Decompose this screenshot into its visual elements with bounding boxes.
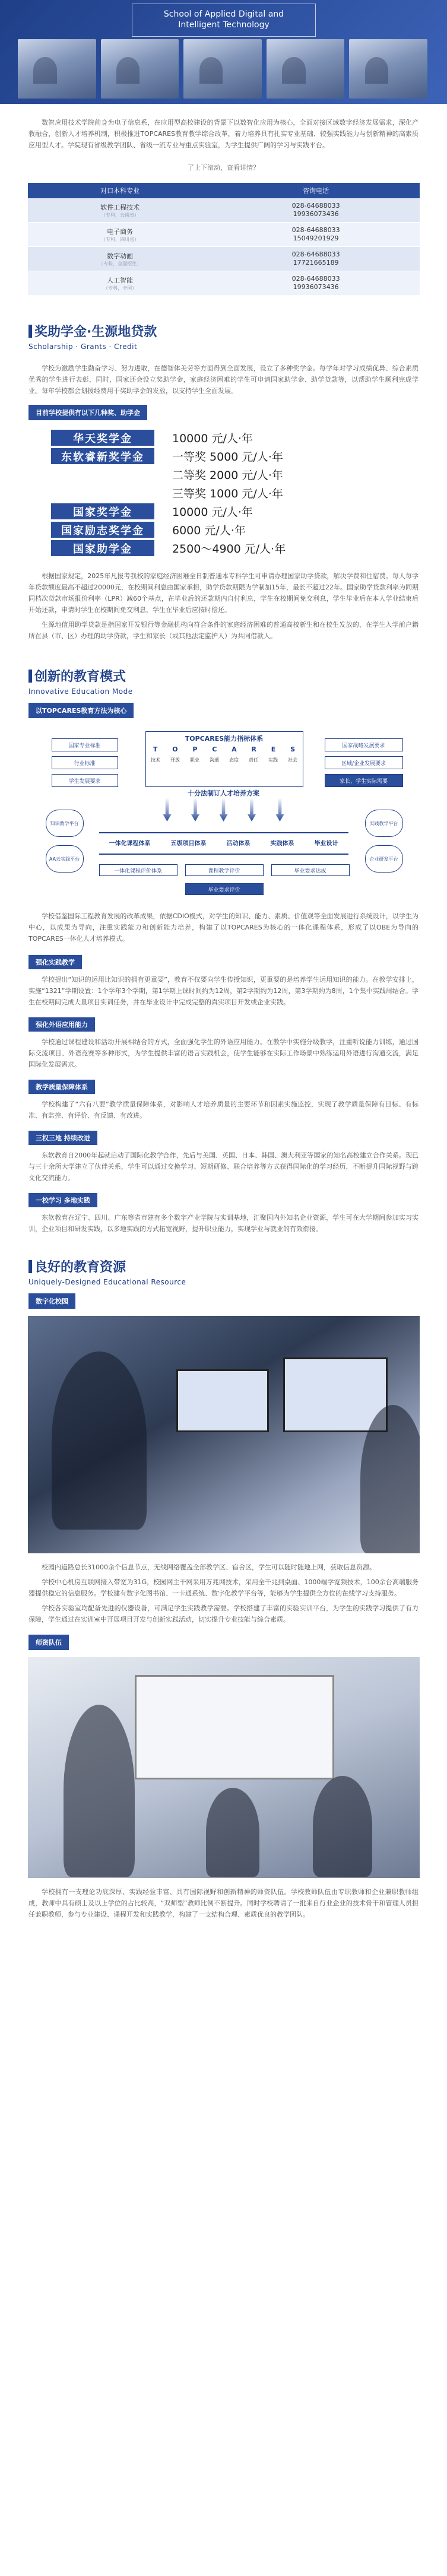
resources-title-text: 良好的教育资源 (34, 1260, 126, 1275)
table-row (28, 247, 420, 271)
left-box: 行业标准 (52, 756, 118, 769)
hero-title-line2: Intelligent Technology (178, 20, 270, 30)
phone-cell (213, 247, 420, 271)
strategy-3 (0, 1131, 447, 1184)
strategy-1 (0, 1017, 447, 1070)
fund-row (51, 465, 447, 484)
strategy-text: 东软教育在辽宁、四川、广东等省市建有多个数字产业学院与实训基地，汇聚国内外知名企业资源，学生可在大学期间参加实习实训，企业项目和研发实践，以多地实践的方式拓宽视野，提升职业能力，实现学业与就业的有效衔接。 (28, 1214, 419, 1233)
feedback-box: 一体化课程评价体系 (99, 864, 177, 876)
campus-text-1: 校园内道路总长31000余个信息节点，无线网络覆盖全部教学区、宿舍区，学生可以随时随地上网，获取信息资源。 (42, 1563, 376, 1571)
model-intro (0, 911, 447, 944)
fund-amount: 三等奖 1000 元/人·年 (172, 487, 283, 500)
table-row (28, 198, 420, 223)
hero-photos (18, 39, 427, 99)
faculty-text (0, 1886, 447, 1920)
fund-row (51, 429, 447, 447)
wing-box: 实践教学平台 (365, 810, 403, 837)
aid-tag: 目前学校提供有以下几种奖、助学金 (28, 405, 147, 420)
table-row (28, 271, 420, 296)
person-shape (360, 1405, 420, 1553)
major-note: （专科，云南省） (101, 212, 140, 218)
scroll-hint: 了上下滚动，查看详情？ (188, 164, 259, 172)
major-cell (28, 271, 213, 296)
model-title (28, 667, 447, 685)
campus-text (0, 1562, 447, 1625)
model-title-en: Innovative Education Mode (28, 687, 133, 696)
major-cell (28, 247, 213, 271)
table-row (28, 223, 420, 247)
aid-intro (0, 363, 447, 396)
header-phone: 咨询电话 (213, 183, 420, 198)
fund-name: 国家励志奖学金 (51, 522, 154, 538)
left-box: 学生发展要求 (52, 774, 118, 787)
system-item: 实践体系 (270, 840, 294, 847)
major-note: （专科，全国招生） (99, 261, 142, 267)
majors-table (28, 183, 420, 296)
capability-letters (146, 745, 303, 753)
cap-word: 实践 (268, 757, 278, 763)
cap-word: 态度 (229, 757, 239, 763)
cap-letter: A (232, 745, 237, 753)
phone-link[interactable]: 19936073436 (293, 210, 339, 218)
person-shape (52, 1352, 147, 1530)
plan-label: 十分法制订人才培养方案 (188, 789, 259, 797)
cap-letter: T (153, 745, 158, 753)
aid-tag-wrap (0, 405, 447, 420)
system-item: 活动体系 (226, 840, 251, 847)
strategy-tag: 教学质量保障体系 (28, 1080, 95, 1094)
campus-tag: 数字化校园 (28, 1293, 75, 1309)
cap-word: 开放 (170, 757, 180, 763)
arrow-row (163, 798, 284, 821)
title-bar-icon (28, 325, 32, 338)
campus-text-3: 学校各实验室均配备先进的仪器设备，可满足学生实践教学需要。学校搭建了丰富的实验实训平台，为学生的实践学习提供了有力保障，学生通过在实训室中开展项目开发与创新实践活动，切实提升专业技能与综合素质。 (28, 1604, 419, 1623)
aid-section-head (0, 322, 447, 351)
major-name: 人工智能 (107, 276, 134, 284)
phone-cell (213, 271, 420, 296)
fund-amount: 10000 元/人·年 (172, 432, 253, 445)
fund-row (51, 521, 447, 539)
phone-cell (213, 223, 420, 247)
major-note: （专科，四川省） (101, 236, 140, 242)
header-major: 对口本科专业 (28, 183, 213, 198)
cap-word: 沟通 (210, 757, 219, 763)
faculty-text-1: 学校拥有一支理论功底深厚、实践经验丰富、具有国际视野和创新精神的师资队伍。学校教师队伍由专职教师和企业兼职教师组成，教师中具有硕士及以上学位的占比较高，“双师型”教师比例不断提升。同时学校聘请了一批来自行业企业的技术骨干和管理人员担任兼职教师，参与专业建设、课程开发和实践教学，构建了一支结构合理、素质优良的教学团队。 (28, 1888, 419, 1918)
hero-title-line1: School of Applied Digital and (163, 9, 284, 19)
model-section-head (0, 667, 447, 696)
major-name: 数字动画 (107, 252, 134, 260)
wing-box: AA云实践平台 (46, 845, 84, 873)
resources-title-en: Uniquely-Designed Educational Resource (28, 1278, 186, 1286)
phone-link[interactable]: 19936073436 (293, 283, 339, 291)
fund-row (51, 447, 447, 465)
faculty-tag: 师资队伍 (28, 1635, 69, 1650)
campus-tag-wrap (0, 1293, 447, 1309)
fund-amount: 一等奖 5000 元/人·年 (172, 451, 283, 464)
strategy-2 (0, 1080, 447, 1121)
campus-text-2: 学校中心机房互联网接入带宽为31G，校园网主干网采用万兆网技术，采用全千兆到桌面、1000端学宽频技术，100余台高端服务器提供稳定的信息服务。学校建有数字化图书馆、一卡通系统、数字化教学平台等，能够为学生提供全方位的在线学习支持服务。 (28, 1578, 419, 1597)
fund-name: 华天奖学金 (51, 430, 154, 446)
system-band (99, 832, 348, 855)
table-header-row (28, 183, 420, 198)
system-item: 一体化课程体系 (109, 840, 151, 847)
hero-banner (0, 0, 447, 104)
fund-row (51, 484, 447, 502)
fund-name: 东软睿新奖学金 (51, 448, 154, 464)
hero-photo (101, 39, 179, 99)
person-shape (206, 1788, 259, 1877)
title-bar-icon (28, 670, 32, 683)
phone-link[interactable]: 15049201929 (293, 234, 339, 242)
major-name: 软件工程技术 (100, 203, 140, 211)
cap-letter: C (212, 745, 217, 753)
strategy-4 (0, 1193, 447, 1235)
system-item: 五级项目体系 (170, 840, 207, 847)
cap-word: 技术 (151, 757, 160, 763)
fund-amount: 二等奖 2000 元/人·年 (172, 469, 283, 482)
major-cell (28, 198, 213, 223)
capability-words (146, 757, 303, 763)
feedback-box: 课程教学评价 (185, 864, 264, 876)
model-tag-wrap (0, 703, 447, 718)
aid-title (28, 322, 447, 340)
cap-word: 职业 (190, 757, 199, 763)
fund-amount: 10000 元/人·年 (172, 506, 253, 519)
wing-box: 企业研发平台 (365, 845, 403, 873)
intro (0, 104, 447, 151)
hero-photo (267, 39, 345, 99)
loan-paragraph-1: 根据国家规定，2025年凡报考我校的家庭经济困难全日制普通本专科学生可申请办理国家助学贷款，解决学费和住宿费。每人每学年贷款额度最高不超过20000元，在校期间利息由国家承担，助学贷款期限为学制加15年，最长不超过22年。国家助学贷款利率为同期同档次贷款市场报价利率（LPR）减60个基点，在毕业后的还款期内自付利息，学生在校期间免交利息，学生毕业后在本人学业结束后开始还款，申请时学生在校期间免交利息，学生在毕业后应按时偿还。 (28, 572, 419, 614)
fund-amount: 6000 元/人·年 (172, 524, 246, 537)
strategy-tag: 三权三地 持续改进 (28, 1131, 97, 1145)
resources-section-head (0, 1257, 447, 1286)
strategy-text: 学校通过课程建设和活动开展相结合的方式，全面强化学生的外语应用能力。在教学中实施分级教学，注重听说能力训练，通过国际交流项目、外语竞赛等多种形式，为学生提供丰富的语言实践机会，使学生能够在实际工作场景中熟练运用外语进行沟通交流，满足国际化发展需求。 (28, 1038, 419, 1068)
strategy-tag: 一校学习 多地实践 (28, 1193, 97, 1207)
person-shape (313, 1776, 372, 1877)
resources-title (28, 1257, 447, 1276)
major-name: 电子商务 (107, 227, 134, 236)
aid-title-en: Scholarship · Grants · Credit (28, 342, 138, 351)
cap-letter: S (290, 745, 296, 753)
strategy-0 (0, 955, 447, 1008)
capability-box (145, 731, 303, 787)
major-cell (28, 223, 213, 247)
topcares-diagram (28, 727, 420, 905)
faculty-tag-wrap (0, 1635, 447, 1650)
right-box: 国家战略发展要求 (325, 738, 403, 751)
arrow-down-icon (248, 798, 256, 821)
major-note: （专科，全国） (103, 285, 137, 291)
arrow-down-icon (276, 798, 284, 821)
arrow-down-icon (220, 798, 228, 821)
feedback-box: 毕业要求评价 (185, 883, 264, 895)
strategy-text: 学校提出“知识的运用比知识的拥有更重要”，教育不仅要向学生传授知识，更重要的是培养学生运用知识的能力。在教学安排上，实施“1321”学期设置：1个学年3个学期，第1学期上课时间约为12周，第2学期约为12周，第3学期约为8周，1个集中实践周结合。学生在校期间完成大量项目实训任务，并在毕业设计中完成完整的真实项目开发或企业实践。 (28, 976, 419, 1006)
fund-name (51, 485, 154, 501)
cap-letter: E (271, 745, 276, 753)
fund-name (51, 467, 154, 483)
loan-paragraph-2: 生源地信用助学贷款是指国家开发银行等金融机构向符合条件的家庭经济困难的普通高校新生和在校生发放的、在学生入学前户籍所在县（市、区）办理的助学贷款，学生和家长（或其他法定监护人）为共同借款人。 (28, 621, 419, 640)
hero-photo (18, 39, 96, 99)
capability-title: TOPCARES能力指标体系 (185, 735, 264, 743)
fund-amount: 2500～4900 元/人·年 (172, 543, 286, 556)
arrow-down-icon (163, 798, 172, 821)
fund-row (51, 539, 447, 557)
cap-word: 社会 (288, 757, 297, 763)
strategy-text: 学校构建了“六有八要”教学质量保障体系，对影响人才培养质量的主要环节和因素实施监控，实现了教学质量保障有目标、有标准、有监控、有评价、有反馈、有改进。 (28, 1100, 419, 1119)
hero-photo (349, 39, 427, 99)
model-tag: 以TOPCARES教育方法为核心 (28, 703, 134, 718)
fund-row (51, 502, 447, 521)
aid-intro-text: 学校为激励学生勤奋学习、努力进取，在德智体美劳等方面得到全面发展，设立了多种奖学金。每学年对学习成绩优异、综合素质优秀的学生进行表彰，同时，国家还会设立奖助学金，家庭经济困难的学生可申请国家助学金、助学贷款等，以帮助学生顺利完成学业。每年学校都会划拨经费用于奖助学金的发放，以支持学生全面发展。 (28, 364, 419, 395)
hero-title-box (132, 4, 316, 37)
fund-name: 国家奖学金 (51, 503, 154, 519)
monitor-shape (176, 1369, 269, 1432)
strategy-tag: 强化实践教学 (28, 955, 82, 969)
aid-title-text: 奖助学金·生源地贷款 (34, 325, 157, 340)
phone-link[interactable]: 028-64688033 (291, 226, 340, 234)
right-box: 区域/企业发展要求 (325, 756, 403, 769)
monitor-shape (283, 1357, 388, 1432)
strategy-text: 东软教育自2000年起就启动了国际化教学合作，先后与美国、英国、日本、韩国、澳大利亚等国家的知名高校建立合作关系。现已与三十余所大学建立了伙伴关系，学生可以通过交换学习、短期研修、联合培养等方式获得国际化的学习经历，不断提升国际视野与跨文化交流能力。 (28, 1151, 419, 1182)
model-intro-text: 学校借鉴国际工程教育发展的改革成果，依据CDIO模式，对学生的知识、能力、素质、价值观等全面发展进行系统设计，以学生为中心，以成果为导向，注重实践能力和创新能力培养，构建了以TOPCARES为核心的一体化课程体系，形成了以OBE为导向的TOPCARES一体化人才培养模式。 (28, 912, 419, 943)
whiteboard-shape (135, 1675, 334, 1779)
cap-letter: O (172, 745, 178, 753)
phone-cell (213, 198, 420, 223)
phone-link[interactable]: 028-64688033 (291, 202, 340, 210)
feedback-box: 毕业要求达成 (271, 864, 350, 876)
intro-paragraph: 数智应用技术学院前身为电子信息系，在应用型高校建设的背景下以数智化应用为核心，全面对接区域数字经济发展需求，深化产教融合，创新人才培养机制，积极推进TOPCARES教育教学综合改革，着力培养具有扎实专业基础、较强实践能力与创新精神的高素质应用型人才。学院现有省级教学团队、省级一流专业与重点实验室，为学生提供广阔的学习与实践平台。 (28, 119, 419, 149)
fund-name: 国家助学金 (51, 540, 154, 556)
model-title-text: 创新的教育模式 (34, 670, 126, 684)
left-box: 国家专业标准 (52, 738, 118, 751)
title-bar-icon (28, 1260, 32, 1273)
strategy-tag: 强化外语应用能力 (28, 1017, 95, 1032)
hero-photo (183, 39, 262, 99)
right-box: 家长、学生实际需要 (325, 774, 403, 787)
phone-link[interactable]: 028-64688033 (291, 275, 340, 283)
arrow-down-icon (191, 798, 199, 821)
person-shape (64, 1705, 135, 1877)
fund-list (51, 429, 447, 557)
loan-text (0, 570, 447, 642)
faculty-photo (28, 1657, 420, 1878)
campus-photo (28, 1316, 420, 1553)
wing-box: 知识教学平台 (46, 810, 84, 837)
cap-letter: P (192, 745, 198, 753)
cap-letter: R (251, 745, 256, 753)
system-item: 毕业设计 (314, 840, 338, 847)
phone-link[interactable]: 17721665189 (293, 259, 339, 267)
cap-word: 责任 (249, 757, 258, 763)
phone-link[interactable]: 028-64688033 (291, 250, 340, 258)
